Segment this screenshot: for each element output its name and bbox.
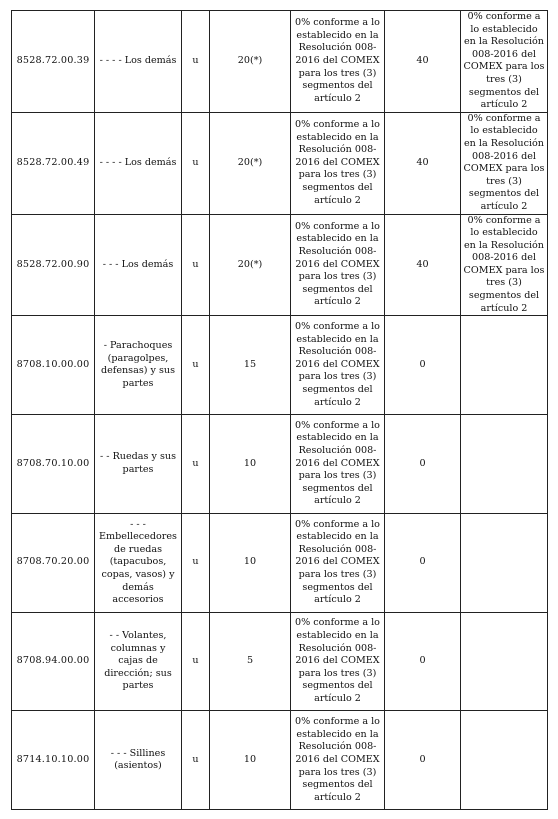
resolution-note: 0% conforme a lo establecido en la Resolución 008-2016 del COMEX para los tres (3) segmentos del artículo 2 xyxy=(291,112,385,214)
tariff-rate-2: 0 xyxy=(385,415,461,514)
tariff-code: 8708.70.10.00 xyxy=(12,415,95,514)
unit: u xyxy=(182,711,210,810)
resolution-note-2: 0% conforme a lo establecido en la Resolución 008-2016 del COMEX para los tres (3) segmentos del artículo 2 xyxy=(461,112,548,214)
table-row xyxy=(12,214,548,316)
unit: u xyxy=(182,513,210,612)
unit: u xyxy=(182,112,210,214)
resolution-note-2 xyxy=(461,612,548,711)
unit: u xyxy=(182,415,210,514)
tariff-rate-2: 0 xyxy=(385,711,461,810)
tariff-rate-2: 0 xyxy=(385,316,461,415)
resolution-note: 0% conforme a lo establecido en la Resolución 008-2016 del COMEX para los tres (3) segmentos del artículo 2 xyxy=(291,214,385,316)
unit: u xyxy=(182,316,210,415)
tariff-code: 8708.94.00.00 xyxy=(12,612,95,711)
tariff-table xyxy=(11,10,548,810)
resolution-note: 0% conforme a lo establecido en la Resolución 008-2016 del COMEX para los tres (3) segmentos del artículo 2 xyxy=(291,612,385,711)
resolution-note-2 xyxy=(461,711,548,810)
tariff-rate-2: 0 xyxy=(385,513,461,612)
resolution-note-2 xyxy=(461,415,548,514)
tariff-table-body xyxy=(12,11,548,810)
table-row xyxy=(12,612,548,711)
resolution-note: 0% conforme a lo establecido en la Resolución 008-2016 del COMEX para los tres (3) segmentos del artículo 2 xyxy=(291,415,385,514)
table-row xyxy=(12,711,548,810)
resolution-note: 0% conforme a lo establecido en la Resolución 008-2016 del COMEX para los tres (3) segmentos del artículo 2 xyxy=(291,11,385,113)
resolution-note-2: 0% conforme a lo establecido en la Resolución 008-2016 del COMEX para los tres (3) segmentos del artículo 2 xyxy=(461,11,548,113)
tariff-rate: 20(*) xyxy=(210,214,291,316)
description: - - - Los demás xyxy=(95,214,182,316)
tariff-code: 8528.72.00.90 xyxy=(12,214,95,316)
table-row xyxy=(12,11,548,113)
tariff-rate: 15 xyxy=(210,316,291,415)
resolution-note-2 xyxy=(461,513,548,612)
resolution-note-2 xyxy=(461,316,548,415)
tariff-code: 8528.72.00.39 xyxy=(12,11,95,113)
description: - - - Embellecedores de ruedas (tapacubos, copas, vasos) y demás accesorios xyxy=(95,513,182,612)
description: - - Volantes, columnas y cajas de dirección; sus partes xyxy=(95,612,182,711)
description: - - - - Los demás xyxy=(95,112,182,214)
tariff-code: 8708.10.00.00 xyxy=(12,316,95,415)
description: - - - Sillines (asientos) xyxy=(95,711,182,810)
tariff-rate: 5 xyxy=(210,612,291,711)
tariff-rate-2: 40 xyxy=(385,214,461,316)
table-row xyxy=(12,316,548,415)
resolution-note-2: 0% conforme a lo establecido en la Resolución 008-2016 del COMEX para los tres (3) segmentos del artículo 2 xyxy=(461,214,548,316)
table-row xyxy=(12,112,548,214)
tariff-code: 8528.72.00.49 xyxy=(12,112,95,214)
unit: u xyxy=(182,612,210,711)
description: - - - - Los demás xyxy=(95,11,182,113)
resolution-note: 0% conforme a lo establecido en la Resolución 008-2016 del COMEX para los tres (3) segmentos del artículo 2 xyxy=(291,316,385,415)
description: - - Ruedas y sus partes xyxy=(95,415,182,514)
tariff-rate-2: 40 xyxy=(385,11,461,113)
unit: u xyxy=(182,214,210,316)
tariff-code: 8708.70.20.00 xyxy=(12,513,95,612)
resolution-note: 0% conforme a lo establecido en la Resolución 008-2016 del COMEX para los tres (3) segmentos del artículo 2 xyxy=(291,513,385,612)
tariff-rate: 10 xyxy=(210,415,291,514)
tariff-rate: 20(*) xyxy=(210,112,291,214)
resolution-note: 0% conforme a lo establecido en la Resolución 008-2016 del COMEX para los tres (3) segmentos del artículo 2 xyxy=(291,711,385,810)
tariff-rate: 10 xyxy=(210,513,291,612)
tariff-rate: 10 xyxy=(210,711,291,810)
table-row xyxy=(12,415,548,514)
tariff-code: 8714.10.10.00 xyxy=(12,711,95,810)
tariff-rate: 20(*) xyxy=(210,11,291,113)
tariff-rate-2: 40 xyxy=(385,112,461,214)
tariff-rate-2: 0 xyxy=(385,612,461,711)
description: - Parachoques (paragolpes, defensas) y sus partes xyxy=(95,316,182,415)
unit: u xyxy=(182,11,210,113)
table-row xyxy=(12,513,548,612)
